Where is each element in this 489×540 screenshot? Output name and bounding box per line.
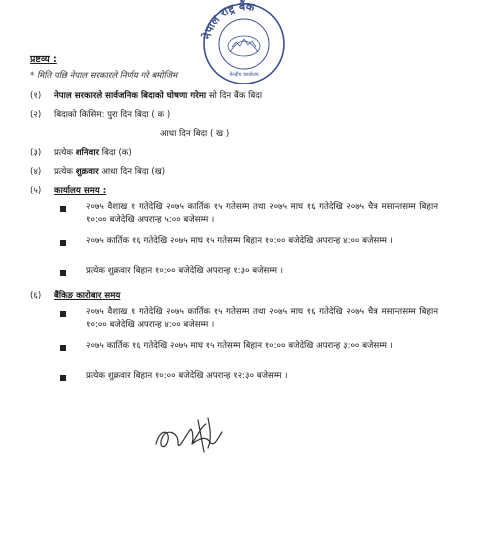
item-text: सो दिन बैंक बिदा <box>206 91 263 101</box>
item-text: प्रत्येक <box>54 148 76 158</box>
item-4 <box>30 165 165 177</box>
section-title: कार्यालय समय : <box>54 186 107 196</box>
bullet-marker <box>60 240 66 246</box>
item-bold: शुक्रवार <box>75 167 99 177</box>
banking-bullet-2: २०७५ कार्तिक १६ गतेदेखि २०७५ माघ १५ गतेसम्म बिहान १०:०० बजेदेखि अपरान्ह ३:०० बजेसम्म । <box>86 341 393 351</box>
item-3 <box>30 146 132 158</box>
office-bullet-2: २०७५ कार्तिक १६ गतेदेखि २०७५ माघ १५ गतेसम्म बिहान १०:०० बजेदेखि अपरान्ह ४:०० बजेसम्म । <box>86 236 393 246</box>
section-number: (६) <box>30 291 42 301</box>
bullet-marker <box>60 206 66 212</box>
item-text: बिदाको किसिम: पुरा दिन बिदा ( क ) <box>54 110 171 120</box>
banking-hours-section <box>30 289 120 301</box>
item-bold: नेपाल सरकारले सार्वजनिक बिदाको घोषणा गरेमा <box>54 91 207 101</box>
bullet-marker <box>60 311 66 317</box>
banking-bullet-3: प्रत्येक शुक्रवार बिहान १०:०० बजेदेखि अपरान्ह १२:३० बजेसम्म । <box>86 371 288 381</box>
office-bullet-1: २०७५ वैशाख १ गतेदेखि २०७५ कार्तिक १५ गतेसम्म तथा २०७५ माघ १६ गतेदेखि २०७५ चैत्र मसान्तसम्म बिहान १०:०० बजेदेखि अपरान्ह ५:०० बजेसम्म । <box>86 202 438 225</box>
office-hours-section <box>30 184 106 196</box>
office-bullet-3: प्रत्येक शुक्रवार बिहान १०:०० बजेदेखि अपरान्ह १:३० बजेसम्म । <box>86 266 284 276</box>
item-text: आधा दिन बिदा (ख) <box>98 167 166 177</box>
handwritten-signature <box>148 408 228 460</box>
item-number: (१) <box>30 91 42 101</box>
bullet-marker <box>60 375 66 381</box>
item-bold: शनिवार <box>75 148 100 158</box>
svg-text:केन्द्रीय कार्यालय: केन्द्रीय कार्यालय <box>229 72 259 78</box>
item-2 <box>30 108 170 120</box>
bullet-marker <box>60 270 66 276</box>
section-title: बैंकिङ कारोबार समय <box>54 291 121 301</box>
section-number: (५) <box>30 186 42 196</box>
svg-text:नेपाल राष्ट्र बैंक: नेपाल राष्ट्र बैंक <box>200 0 256 41</box>
item-number: (३) <box>30 148 42 158</box>
banking-bullet-1: २०७५ वैशाख १ गतेदेखि २०७५ कार्तिक १५ गतेसम्म तथा २०७५ माघ १६ गतेदेखि २०७५ चैत्र मसान्तसम्म बिहान १०:०० बजेदेखि अपरान्ह ४:०० बजेसम्म । <box>86 307 438 330</box>
item-text: बिदा (क) <box>99 148 132 158</box>
bullet-marker <box>60 345 66 351</box>
item-1 <box>30 89 262 101</box>
item-number: (२) <box>30 110 42 120</box>
item-number: (४) <box>30 167 42 177</box>
half-day-leave: आधा दिन बिदा ( ख ) <box>160 129 230 139</box>
note: * मिति पछि नेपाल सरकारले निर्णय गरे बमोजिम <box>30 71 178 81</box>
nepal-rastra-bank-seal <box>196 0 292 84</box>
item-text: प्रत्येक <box>54 167 76 177</box>
heading: प्रष्टव्य : <box>30 54 57 65</box>
